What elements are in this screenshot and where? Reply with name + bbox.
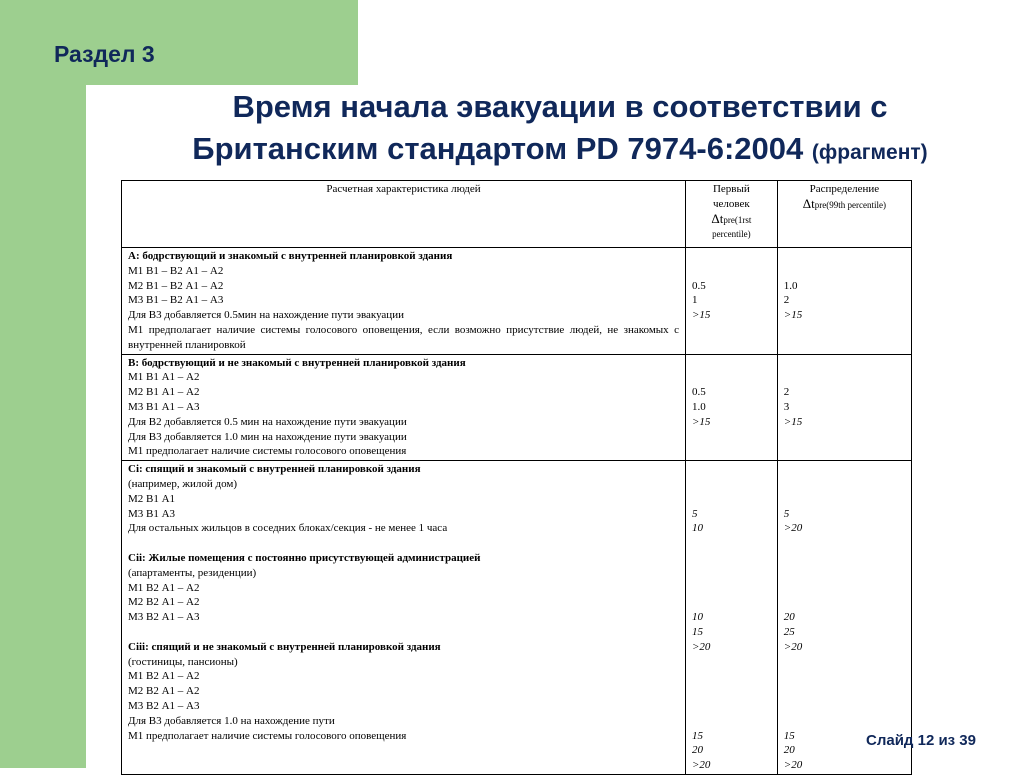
table-row-a	[122, 248, 912, 355]
row-c-first: 5 10 10 15 >20 15 20 >20	[685, 461, 777, 775]
row-b-distribution: 2 3 >15	[777, 354, 911, 461]
row-c-distribution: 5 >20 20 25 >20 15 20 >20	[777, 461, 911, 775]
row-a-first: 0.5 1 >15	[685, 248, 777, 355]
evacuation-table	[121, 180, 912, 775]
section-label: Раздел 3	[54, 41, 155, 67]
header-first-person: Первый человек Δtpre(1rst percentile)	[685, 181, 777, 248]
table-row-c	[122, 461, 912, 775]
green-left-band	[0, 0, 86, 768]
slide-counter: Слайд 12 из 39	[866, 732, 976, 749]
table-row-b	[122, 354, 912, 461]
row-a-description: А: бодрствующий и знакомый с внутренней планировкой здания М1 В1 – В2 А1 – А2 М2 В1 – В2 А1 – А2 М3 В1 – В2 А1 – А3 Для В3 добавляется 0.5мин на нахождение пути эвакуации М1 предполагает наличие системы голосового оповещения, если возможно присутствие людей, не знакомых с внутренней планировкой	[122, 248, 686, 355]
title-fragment: (фрагмент)	[811, 141, 928, 164]
row-b-description: В: бодрствующий и не знакомый с внутренней планировкой здания М1 В1 А1 – А2 М2 В1 А1 – А2 М3 В1 А1 – А3 Для В2 добавляется 0.5 мин на нахождение пути эвакуации Для В3 добавляется 1.0 мин на нахождение пути эвакуации М1 предполагает наличие системы голосового оповещения	[122, 354, 686, 461]
row-b-first: 0.5 1.0 >15	[685, 354, 777, 461]
slide-title	[120, 86, 1000, 174]
title-line-2: Британским стандартом PD 7974-6:2004 (фрагмент)	[192, 131, 928, 166]
row-c-description: Сi: спящий и знакомый с внутренней планировкой здания (например, жилой дом) М2 В1 А1 М3 В1 А3 Для остальных жильцов в соседних блоках/секция - не менее 1 часа Сii: Жилые помещения с постоянно присутствующей администрацией (апартаменты, резиденции) М1 В2 А1 – А2 М2 В2 А1 – А2 М3 В2 А1 – А3 Сiii: спящий и не знакомый с внутренней планировкой здания (гостиницы, пансионы) М1 В2 А1 – А2 М2 В2 А1 – А2 М3 В2 А1 – А3 Для В3 добавляется 1.0 на нахождение пути М1 предполагает наличие системы голосового оповещения	[122, 461, 686, 775]
header-characteristic: Расчетная характеристика людей	[122, 181, 686, 248]
row-a-distribution: 1.0 2 >15	[777, 248, 911, 355]
header-distribution: Распределение Δtpre(99th percentile)	[777, 181, 911, 248]
table-header-row	[122, 181, 912, 248]
title-line-1: Время начала эвакуации в соответствии с	[232, 89, 888, 124]
